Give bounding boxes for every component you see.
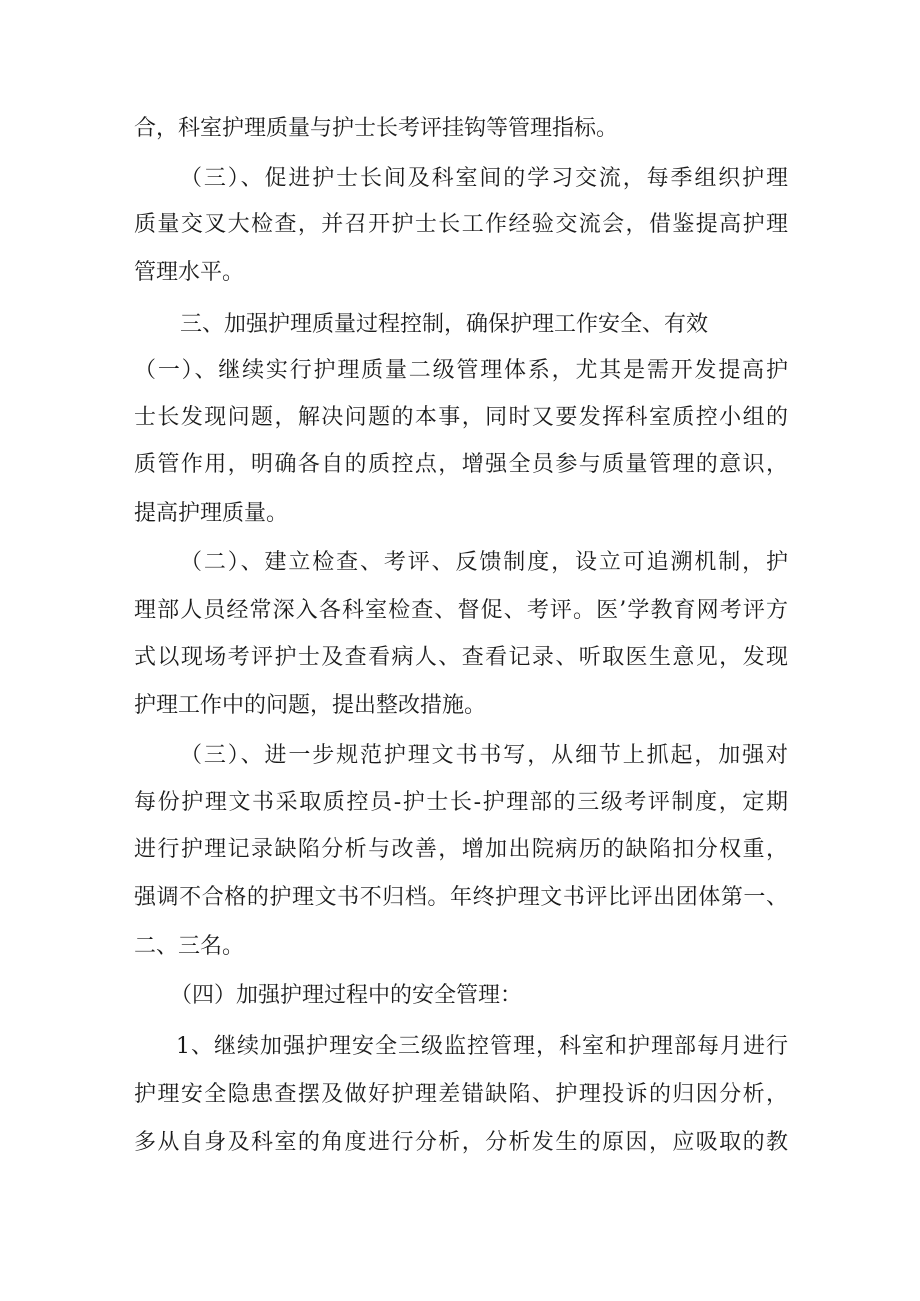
text-line: （二）、建立检查、考评、反馈制度，设立可追溯机制，护 xyxy=(180,550,788,575)
text-line: （一）、继续实行护理质量二级管理体系，尤其是需开发提高护 xyxy=(134,358,788,383)
text-line: （四）加强护理过程中的安全管理： xyxy=(170,983,523,1008)
text-line: 进行护理记录缺陷分析与改善，增加出院病历的缺陷扣分权重， xyxy=(134,837,788,862)
text-line: 质量交叉大检查，并召开护士长工作经验交流会，借鉴提高护理 xyxy=(134,212,788,237)
text-line: 式以现场考评护士及查看病人、查看记录、听取医生意见，发现 xyxy=(134,645,788,670)
text-line: 多从自身及科室的角度进行分析，分析发生的原因，应吸取的教 xyxy=(134,1130,788,1155)
text-line: 每份护理文书采取质控员-护士长-护理部的三级考评制度，定期 xyxy=(134,790,788,815)
text-line: （三）、进一步规范护理文书书写，从细节上抓起，加强对 xyxy=(180,743,788,768)
text-line: 二、三名。 xyxy=(134,934,245,959)
text-line: 质管作用，明确各自的质控点，增强全员参与质量管理的意识， xyxy=(134,452,788,477)
text-line: 管理水平。 xyxy=(134,260,245,285)
text-line: 提高护理质量。 xyxy=(134,501,289,526)
text-line: （三）、促进护士长间及科室间的学习交流，每季组织护理 xyxy=(180,166,788,191)
text-line: 合，科室护理质量与护士长考评挂钩等管理指标。 xyxy=(134,116,619,141)
text-line: 士长发现问题，解决问题的本事，同时又要发挥科室质控小组的 xyxy=(134,405,788,430)
text-line: 护理安全隐患查摆及做好护理差错缺陷、护理投诉的归因分析， xyxy=(134,1082,788,1107)
text-line: 护理工作中的问题，提出整改措施。 xyxy=(134,693,487,718)
section-heading: 三、加强护理质量过程控制，确保护理工作安全、有效 xyxy=(180,312,709,337)
text-line: 1、继续加强护理安全三级监控管理，科室和护理部每月进行 xyxy=(176,1034,788,1059)
text-line: 理部人员经常深入各科室检查、督促、考评。医’学教育网考评方 xyxy=(134,598,788,623)
text-line: 强调不合格的护理文书不归档。年终护理文书评比评出团体第一、 xyxy=(134,885,788,910)
